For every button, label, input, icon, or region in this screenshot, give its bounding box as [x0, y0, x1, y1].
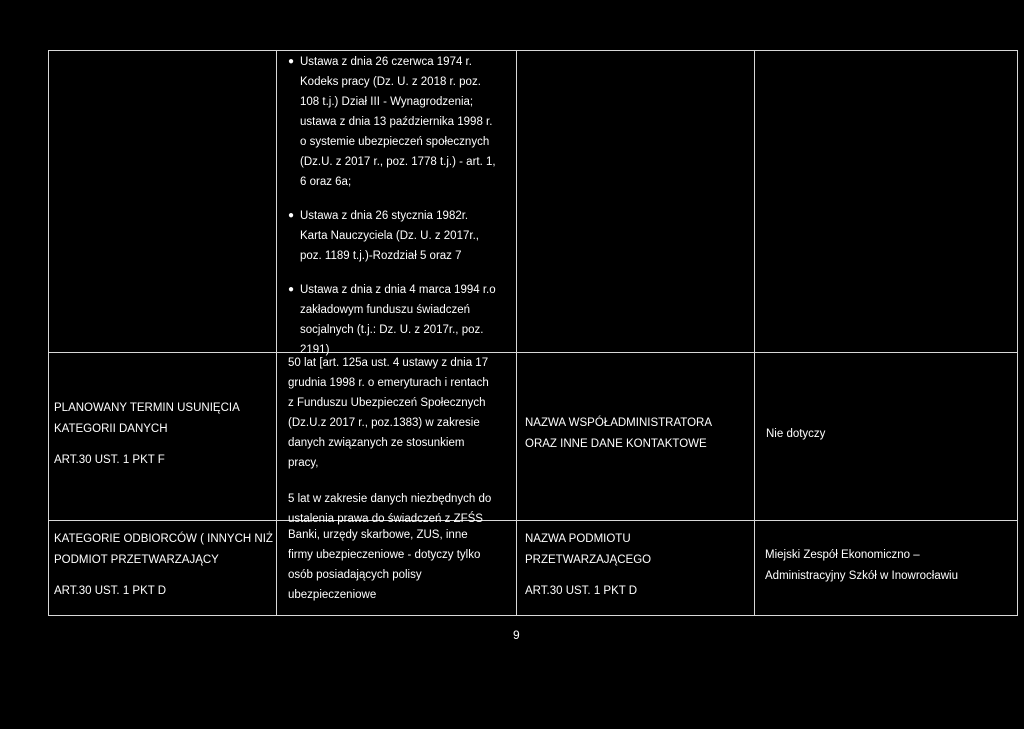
text-line: NAZWA WSPÓŁADMINISTRATORA	[525, 417, 712, 429]
co-administrator-value	[766, 424, 1006, 444]
text-line: PLANOWANY TERMIN USUNIĘCIA	[54, 402, 240, 414]
text-line: danych związanych ze stosunkiem	[288, 437, 465, 449]
text-line: PRZETWARZAJĄCEGO	[525, 554, 652, 566]
text-line: KATEGORII DANYCH	[54, 423, 168, 435]
bullet-icon: ●	[288, 284, 295, 295]
text-line: (Dz.U.z 2017 r., poz.1383) w zakresie	[288, 417, 480, 429]
text-line: osób posiadających polisy	[288, 569, 422, 581]
processor-label	[525, 529, 753, 602]
text-line: grudnia 1998 r. o emeryturach i rentach	[288, 377, 489, 389]
text-line: Banki, urzędy skarbowe, ZUS, inne	[288, 529, 468, 541]
text-line	[54, 571, 274, 581]
text-line: PODMIOT PRZETWARZAJĄCY	[54, 554, 219, 566]
text-line: Nie dotyczy	[766, 428, 826, 440]
text-line: ART.30 UST. 1 PKT D	[525, 585, 638, 597]
text-line: zakładowym funduszu świadczeń	[300, 304, 471, 316]
text-line: KATEGORIE ODBIORCÓW ( INNYCH NIŻ	[54, 533, 273, 545]
column-border-4	[754, 50, 755, 615]
text-line	[525, 571, 753, 581]
legal-basis-item	[288, 206, 513, 266]
text-line: ART.30 UST. 1 PKT F	[54, 454, 165, 466]
co-administrator-label	[525, 413, 753, 455]
recipients-label	[54, 529, 274, 602]
row-divider-1	[48, 352, 1018, 353]
processor-value	[765, 545, 1015, 587]
text-line: ART.30 UST. 1 PKT D	[54, 585, 167, 597]
text-line: Administracyjny Szkół w Inowrocławiu	[765, 570, 959, 582]
text-line: firmy ubezpieczeniowe - dotyczy tylko	[288, 549, 481, 561]
text-line: Miejski Zespół Ekonomiczno –	[765, 549, 920, 561]
text-line: ustawa z dnia 13 października 1998 r.	[300, 116, 493, 128]
bullet-icon: ●	[288, 210, 295, 221]
retention-label	[54, 398, 274, 471]
column-border-2	[276, 50, 277, 615]
text-line: Kodeks pracy (Dz. U. z 2018 r. poz.	[300, 76, 481, 88]
text-line: 2191)	[300, 344, 330, 356]
bullet-icon: ●	[288, 56, 295, 67]
text-line: 6 oraz 6a;	[300, 176, 352, 188]
text-line: o systemie ubezpieczeń społecznych	[300, 136, 490, 148]
column-border-5	[1017, 50, 1018, 615]
legal-basis-item	[288, 52, 513, 192]
text-line: 108 t.j.) Dział III - Wynagrodzenia;	[300, 96, 474, 108]
table-bottom-border	[48, 615, 1018, 616]
text-line: Karta Nauczyciela (Dz. U. z 2017r.,	[300, 230, 479, 242]
text-line: (Dz.U. z 2017 r., poz. 1778 t.j.) - art. 1,	[300, 156, 496, 168]
page-number: 9	[513, 628, 520, 642]
text-line: Ustawa z dnia 26 stycznia 1982r.	[300, 210, 469, 222]
legal-basis-item	[288, 280, 513, 360]
text-line: NAZWA PODMIOTU	[525, 533, 631, 545]
text-line: ustalenia prawa do świadczeń z ZFŚS	[288, 513, 483, 525]
text-line: 5 lat w zakresie danych niezbędnych do	[288, 493, 492, 505]
text-line	[54, 440, 274, 450]
table-top-border	[48, 50, 1018, 51]
row-divider-2	[48, 520, 1018, 521]
text-line: ORAZ INNE DANE KONTAKTOWE	[525, 438, 707, 450]
text-line: Ustawa z dnia 26 czerwca 1974 r.	[300, 56, 472, 68]
legal-basis-list	[288, 52, 513, 360]
text-line: poz. 1189 t.j.)-Rozdział 5 oraz 7	[300, 250, 462, 262]
text-line: Ustawa z dnia z dnia 4 marca 1994 r.o	[300, 284, 496, 296]
column-border-3	[516, 50, 517, 615]
text-line	[288, 473, 513, 489]
text-line: ubezpieczeniowe	[288, 589, 377, 601]
text-line: pracy,	[288, 457, 319, 469]
retention-period	[288, 353, 513, 529]
text-line: 50 lat [art. 125a ust. 4 ustawy z dnia 17	[288, 357, 489, 369]
column-border-1	[48, 50, 49, 615]
recipients-value	[288, 525, 513, 605]
text-line: z Funduszu Ubezpieczeń Społecznych	[288, 397, 486, 409]
text-line: socjalnych (t.j.: Dz. U. z 2017r., poz.	[300, 324, 484, 336]
